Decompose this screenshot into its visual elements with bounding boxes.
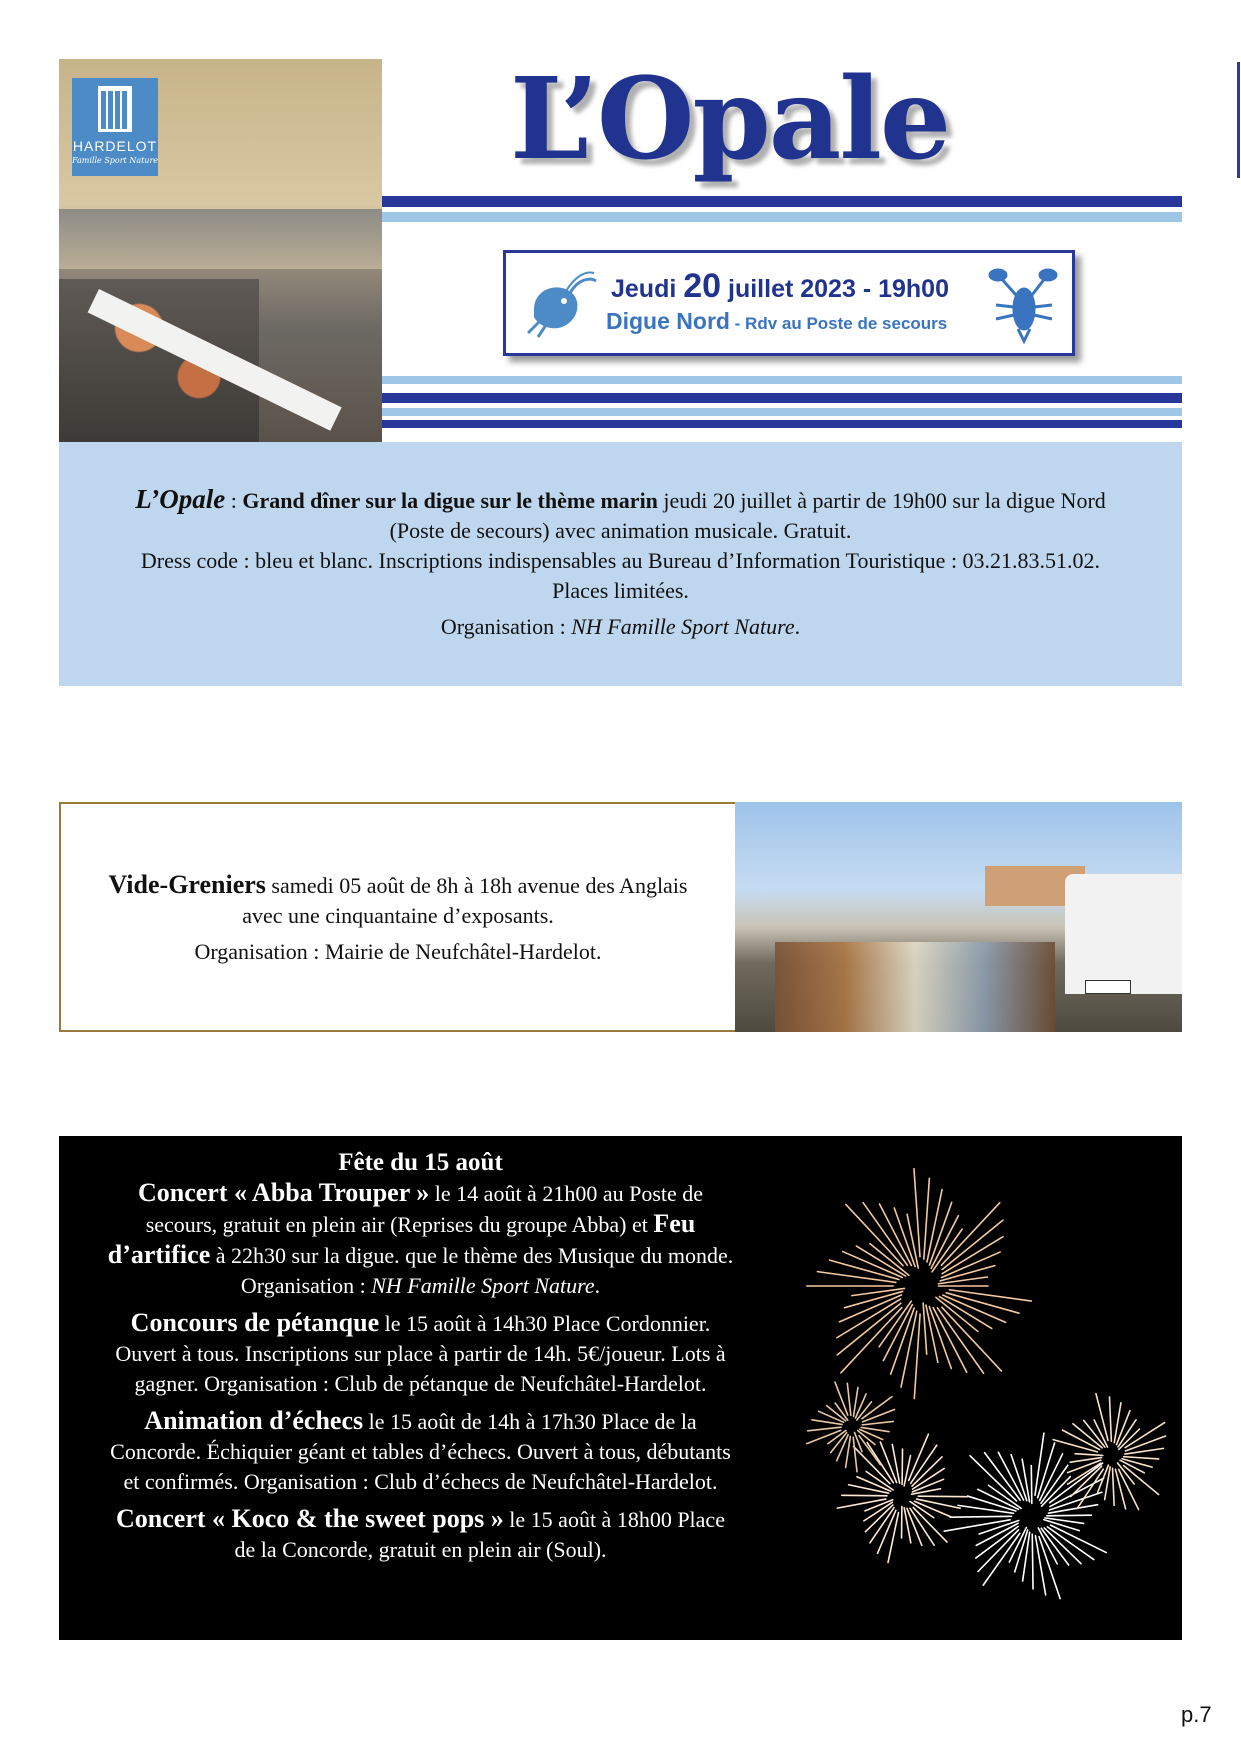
photo-plate: [1085, 980, 1131, 994]
firework-streak: [1032, 1534, 1033, 1589]
photo-stalls: [775, 942, 1055, 1032]
echecs-rest: le 15 août de 14h à 17h30 Place de la: [363, 1409, 697, 1434]
stripe-navy: [382, 420, 1182, 428]
fete-concert2-line2: de la Concorde, gratuit en plein air (Soul).: [234, 1537, 607, 1562]
stripe-light: [382, 376, 1182, 384]
night-sky: [782, 1136, 1182, 1640]
date-box: [503, 250, 1075, 356]
opale-headline: Grand dîner sur la digue sur le thème marin: [242, 488, 658, 513]
firework-streak: [918, 1496, 967, 1497]
firework-streak: [1031, 1466, 1032, 1504]
fete-petanque-line3: gagner. Organisation : Club de pétanque de Neufchâtel-Hardelot.: [134, 1371, 707, 1396]
shrimp-icon: [520, 271, 600, 341]
fete-petanque-line1: [59, 1308, 782, 1339]
feu-word: Feu: [653, 1209, 696, 1238]
opale-line-1: [59, 484, 1182, 516]
vide-greniers-box: [59, 802, 735, 1032]
opale-organisation: [59, 612, 1182, 642]
edge-marker: [1237, 62, 1240, 178]
org-end: .: [794, 614, 801, 639]
petanque-title: Concours de pétanque: [130, 1308, 380, 1337]
opale-line-2: (Poste de secours) avec animation musicale. Gratuit.: [389, 518, 852, 543]
concert1-line3: à 22h30 sur la digue. que le thème des Musique du monde.: [210, 1243, 734, 1268]
stripe-light: [382, 212, 1182, 222]
date-prefix: Jeudi: [611, 275, 684, 303]
date-suffix: juillet 2023 - 19h00: [721, 275, 949, 303]
fete-echecs-line1: [59, 1406, 782, 1437]
opale-line-3: Dress code : bleu et blanc. Inscriptions indispensables au Bureau d’Information Touristique : 03.21.83.51.02.: [140, 548, 1101, 573]
place-main: Digue Nord: [606, 308, 730, 334]
petanque-rest: le 15 août à 14h30 Place Cordonnier.: [379, 1311, 711, 1336]
org-name: NH Famille Sport Nature: [571, 614, 795, 639]
fete-org1: [59, 1271, 782, 1301]
artifice-word: d’artifice: [107, 1240, 211, 1269]
opale-separator: :: [225, 488, 243, 513]
fete-box: [59, 1136, 782, 1640]
photo-van: [1065, 874, 1182, 994]
fete-concert1-line3: [59, 1240, 782, 1271]
logo-tagline: Famille Sport Nature: [72, 156, 159, 165]
firework-streak: [950, 1516, 1011, 1517]
fete-title: Fête du 15 août: [338, 1149, 503, 1176]
lobster-icon: [984, 265, 1062, 345]
opale-description: [59, 442, 1182, 686]
vg-line1-rest: samedi 05 août de 8h à 18h avenue des Anglais: [265, 873, 688, 898]
event-place: [606, 308, 947, 335]
photo-sea: [59, 209, 382, 269]
org-label: Organisation :: [440, 614, 572, 639]
fireworks-photo: [782, 1136, 1182, 1640]
stripe-light: [382, 408, 1182, 416]
logo-name: HARDELOT: [72, 138, 158, 154]
concert2-rest: le 15 août à 18h00 Place: [503, 1507, 725, 1532]
beach-hut-icon: [98, 86, 132, 132]
fete-concert2-line1: [59, 1504, 782, 1535]
opale-line1-rest: jeudi 20 juillet à partir de 19h00 sur la digue Nord: [657, 488, 1106, 513]
org1-label: Organisation :: [240, 1273, 372, 1298]
event-date: [611, 267, 949, 306]
place-detail: - Rdv au Poste de secours: [729, 314, 948, 333]
hardelot-logo: [72, 78, 158, 176]
echecs-title: Animation d’échecs: [144, 1406, 364, 1435]
stripe-navy: [382, 196, 1182, 207]
fete-concert1-line1: [59, 1178, 782, 1209]
fete-concert1-line2: [59, 1209, 782, 1240]
opale-line-4: Places limitées.: [552, 578, 689, 603]
vg-organisation: Organisation : Mairie de Neufchâtel-Hardelot.: [194, 939, 602, 964]
stripe-navy: [382, 393, 1182, 403]
concert1-title: Concert « Abba Trouper »: [137, 1178, 430, 1207]
org1-name: NH Famille Sport Nature: [371, 1273, 595, 1298]
vg-title: Vide-Greniers: [108, 870, 266, 899]
concert2-title: Concert « Koco & the sweet pops »: [116, 1504, 504, 1533]
opale-title: L’Opale: [135, 484, 226, 514]
vg-line-1: [61, 870, 735, 901]
concert1-line2: secours, gratuit en plein air (Reprises du groupe Abba) et: [145, 1212, 654, 1237]
fete-echecs-line2: Concorde. Échiquier géant et tables d’échecs. Ouvert à tous, débutants: [110, 1439, 731, 1464]
vide-greniers-photo: [735, 802, 1182, 1032]
firework-streak: [1047, 1515, 1092, 1516]
concert1-rest: le 14 août à 21h00 au Poste de: [429, 1181, 704, 1206]
banner-title: L’Opale: [510, 54, 950, 185]
date-day: 20: [683, 267, 722, 305]
page-number: p.7: [1181, 1702, 1212, 1727]
vg-line-2: avec une cinquantaine d’exposants.: [242, 903, 554, 928]
fete-echecs-line3: et confirmés. Organisation : Club d’échecs de Neufchâtel-Hardelot.: [123, 1469, 718, 1494]
fete-petanque-line2: Ouvert à tous. Inscriptions sur place à partir de 14h. 5€/joueur. Lots à: [115, 1341, 726, 1366]
org1-end: .: [594, 1273, 601, 1298]
